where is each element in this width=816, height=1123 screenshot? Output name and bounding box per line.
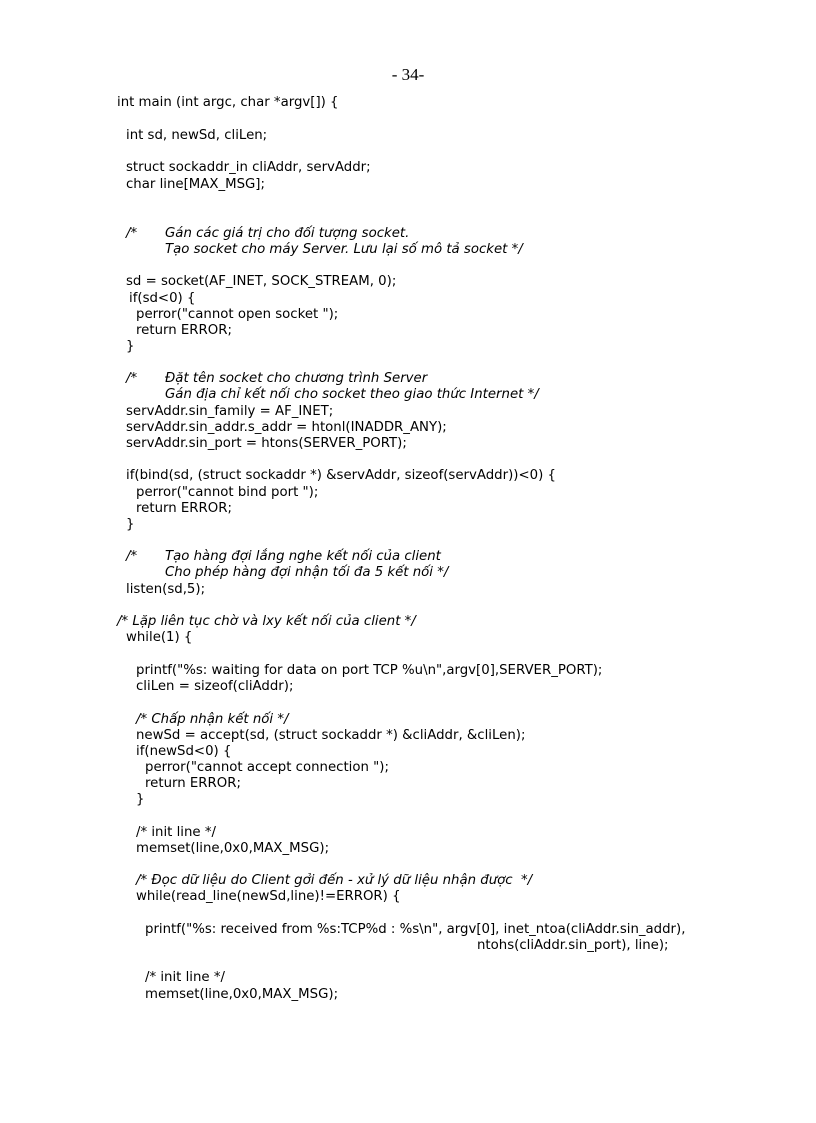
code-comment-line: Gán địa chỉ kết nối cho socket theo giao thức Internet */ xyxy=(165,387,539,402)
code-line: } xyxy=(136,792,145,807)
code-line: memset(line,0x0,MAX_MSG); xyxy=(136,841,330,856)
code-line: servAddr.sin_port = htons(SERVER_PORT); xyxy=(126,436,407,451)
code-line: char line[MAX_MSG]; xyxy=(126,177,265,192)
code-line: newSd = accept(sd, (struct sockaddr *) &cliAddr, &cliLen); xyxy=(136,728,526,743)
code-line: if(bind(sd, (struct sockaddr *) &servAddr, sizeof(servAddr))<0) { xyxy=(126,468,556,483)
code-comment-line: /* Lặp liên tục chờ và lxy kết nối của client */ xyxy=(117,614,416,629)
code-line: printf("%s: received from %s:TCP%d : %s\n", argv[0], inet_ntoa(cliAddr.sin_addr), xyxy=(145,922,686,937)
code-line: return ERROR; xyxy=(136,501,232,516)
code-line: return ERROR; xyxy=(145,776,241,791)
code-line: int sd, newSd, cliLen; xyxy=(126,128,268,143)
code-line: return ERROR; xyxy=(136,323,232,338)
code-line: perror("cannot open socket "); xyxy=(136,307,339,322)
code-line: listen(sd,5); xyxy=(126,582,206,597)
code-line: } xyxy=(126,339,135,354)
code-comment-line: Tạo socket cho máy Server. Lưu lại số mô tả socket */ xyxy=(165,242,523,257)
code-line: while(1) { xyxy=(126,630,193,645)
code-line: perror("cannot bind port "); xyxy=(136,485,319,500)
code-line: servAddr.sin_family = AF_INET; xyxy=(126,404,334,419)
code-line: cliLen = sizeof(cliAddr); xyxy=(136,679,294,694)
code-line: int main (int argc, char *argv[]) { xyxy=(117,95,339,110)
page-number: - 34- xyxy=(391,65,425,84)
code-line: /* init line */ xyxy=(136,825,216,840)
code-line: /* init line */ xyxy=(145,970,225,985)
code-line: sd = socket(AF_INET, SOCK_STREAM, 0); xyxy=(126,274,397,289)
code-line: ntohs(cliAddr.sin_port), line); xyxy=(477,938,669,953)
code-line: while(read_line(newSd,line)!=ERROR) { xyxy=(136,889,401,904)
code-comment-line: /* Chấp nhận kết nối */ xyxy=(136,712,289,727)
code-comment-line: Cho phép hàng đợi nhận tối đa 5 kết nối */ xyxy=(165,565,449,580)
code-line: perror("cannot accept connection "); xyxy=(145,760,389,775)
code-line: } xyxy=(126,517,135,532)
code-comment-line: /* Đặt tên socket cho chương trình Server xyxy=(126,371,428,386)
code-comment-line: /* Tạo hàng đợi lắng nghe kết nối của client xyxy=(126,549,441,564)
code-line: struct sockaddr_in cliAddr, servAddr; xyxy=(126,160,371,175)
code-line: servAddr.sin_addr.s_addr = htonl(INADDR_ANY); xyxy=(126,420,447,435)
code-line: printf("%s: waiting for data on port TCP %u\n",argv[0],SERVER_PORT); xyxy=(136,663,603,678)
code-line: if(sd<0) { xyxy=(129,291,196,306)
code-comment-line: /* Gán các giá trị cho đối tượng socket. xyxy=(126,226,410,241)
code-line: if(newSd<0) { xyxy=(136,744,232,759)
code-comment-line: /* Đọc dữ liệu do Client gởi đến - xử lý dữ liệu nhận được */ xyxy=(136,873,533,888)
code-line: memset(line,0x0,MAX_MSG); xyxy=(145,987,339,1002)
